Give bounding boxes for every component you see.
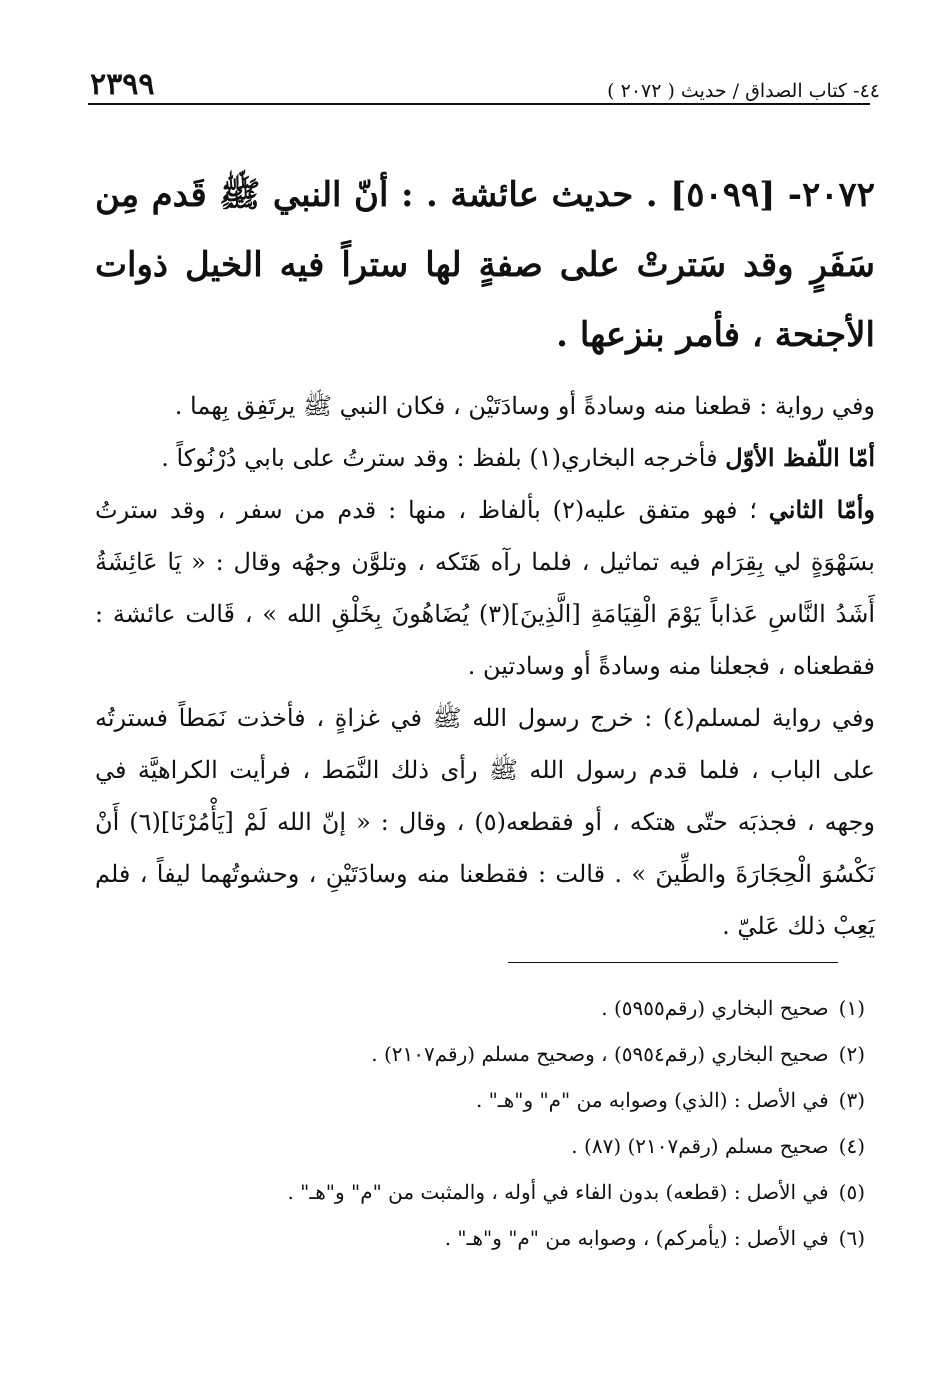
footnote-number: (١) xyxy=(838,996,865,1020)
footnote-text: في الأصل : (الذي) وصوابه من "م" و"هـ" . xyxy=(475,1088,829,1112)
footnote-item xyxy=(95,1215,865,1261)
paragraph-text: وفي رواية : قطعنا منه وسادةً أو وسادَتَيْن ، فكان النبي ﷺ يرتَفِق بِهما . xyxy=(174,392,875,420)
paragraph-lead: وأمّا الثاني xyxy=(768,495,875,524)
footnote-item xyxy=(95,1123,865,1169)
paragraph-lead: أمّا اللّفظ الأوّل xyxy=(725,443,875,472)
footnotes-list xyxy=(95,985,865,1261)
paragraph-text: فأخرجه البخاري(١) بلفظ : وقد سترتُ على بابي دُرْنُوكاً . xyxy=(161,444,726,472)
running-title: ٤٤- كتاب الصداق / حديث ( ٢٠٧٢ ) xyxy=(607,80,880,102)
footnote-item xyxy=(95,1169,865,1215)
paragraph-2 xyxy=(95,432,875,484)
paragraph-4 xyxy=(95,692,875,952)
header-divider xyxy=(88,103,870,105)
footnote-number: (٤) xyxy=(838,1134,865,1158)
page-header xyxy=(90,62,880,102)
footnote-divider xyxy=(508,962,838,963)
paragraph-3 xyxy=(95,484,875,692)
paragraph-1 xyxy=(95,380,875,432)
paragraph-text: ؛ فهو متفق عليه(٢) بألفاظ ، منها : قدم من سفر ، وقد سترتُ بسَهْوَةٍ لي بِقِرَام فيه تماثيل ، فلما رآه هَتَكه ، وتلوَّن وجهُه وقال : « يَا عَائِشَةُ أَشَدُ النَّاسِ عَذاباً يَوْمَ الْقِيَامَةِ [الَّذِينَ](٣) يُضَاهُونَ بِخَلْقِ الله » ، قَالت عائشة : فقطعناه ، فجعلنا منه وسادةً أو وسادتين . xyxy=(95,496,875,680)
paragraph-text: وفي رواية لمسلم(٤) : خرج رسول الله ﷺ في غزاةٍ ، فأخذت نَمَطاً فسترتُه على الباب ، فلما قدم رسول الله ﷺ رأى ذلك النَّمَط ، فرأيت الكراهيَّة في وجهه ، فجذبَه حتّى هتكه ، أو فقطعه(٥) ، وقال : « إنّ الله لَمْ [يَأْمُرْنَا](٦) أَنْ نَكْسُوَ الْحِجَارَةَ والطِّينَ » . قالت : فقطعنا منه وسادَتَيْنِ ، وحشوتُهما ليفاً ، فلم يَعِبْ ذلك عَليّ . xyxy=(95,704,876,940)
footnote-text: صحيح البخاري (رقم٥٩٥٤) ، وصحيح مسلم (رقم٢١٠٧) . xyxy=(371,1042,829,1066)
footnote-item xyxy=(95,1077,865,1123)
footnote-number: (٦) xyxy=(838,1226,865,1250)
footnote-item xyxy=(95,985,865,1031)
footnote-text: في الأصل : (قطعه) بدون الفاء في أوله ، والمثبت من "م" و"هـ" . xyxy=(287,1180,829,1204)
footnote-number: (٥) xyxy=(838,1180,865,1204)
footnote-number: (٣) xyxy=(838,1088,865,1112)
hadith-heading: ٢٠٧٢- [٥٠٩٩] . حديث عائشة . : أنّ النبي ﷺ قَدم مِن سَفَرٍ وقد سَترتْ على صفةٍ لها ستراً فيه الخيل ذوات الأجنحة ، فأمر بنزعها . xyxy=(95,175,875,355)
footnote-text: صحيح البخاري (رقم٥٩٥٥) . xyxy=(601,996,829,1020)
main-text xyxy=(95,160,875,952)
page-number: ٢٣٩٩ xyxy=(90,67,155,102)
footnote-item xyxy=(95,1031,865,1077)
footnote-text: صحيح مسلم (رقم٢١٠٧) (٨٧) . xyxy=(571,1134,829,1158)
footnote-number: (٢) xyxy=(838,1042,865,1066)
footnote-text: في الأصل : (يأمركم) ، وصوابه من "م" و"هـ" . xyxy=(444,1226,829,1250)
